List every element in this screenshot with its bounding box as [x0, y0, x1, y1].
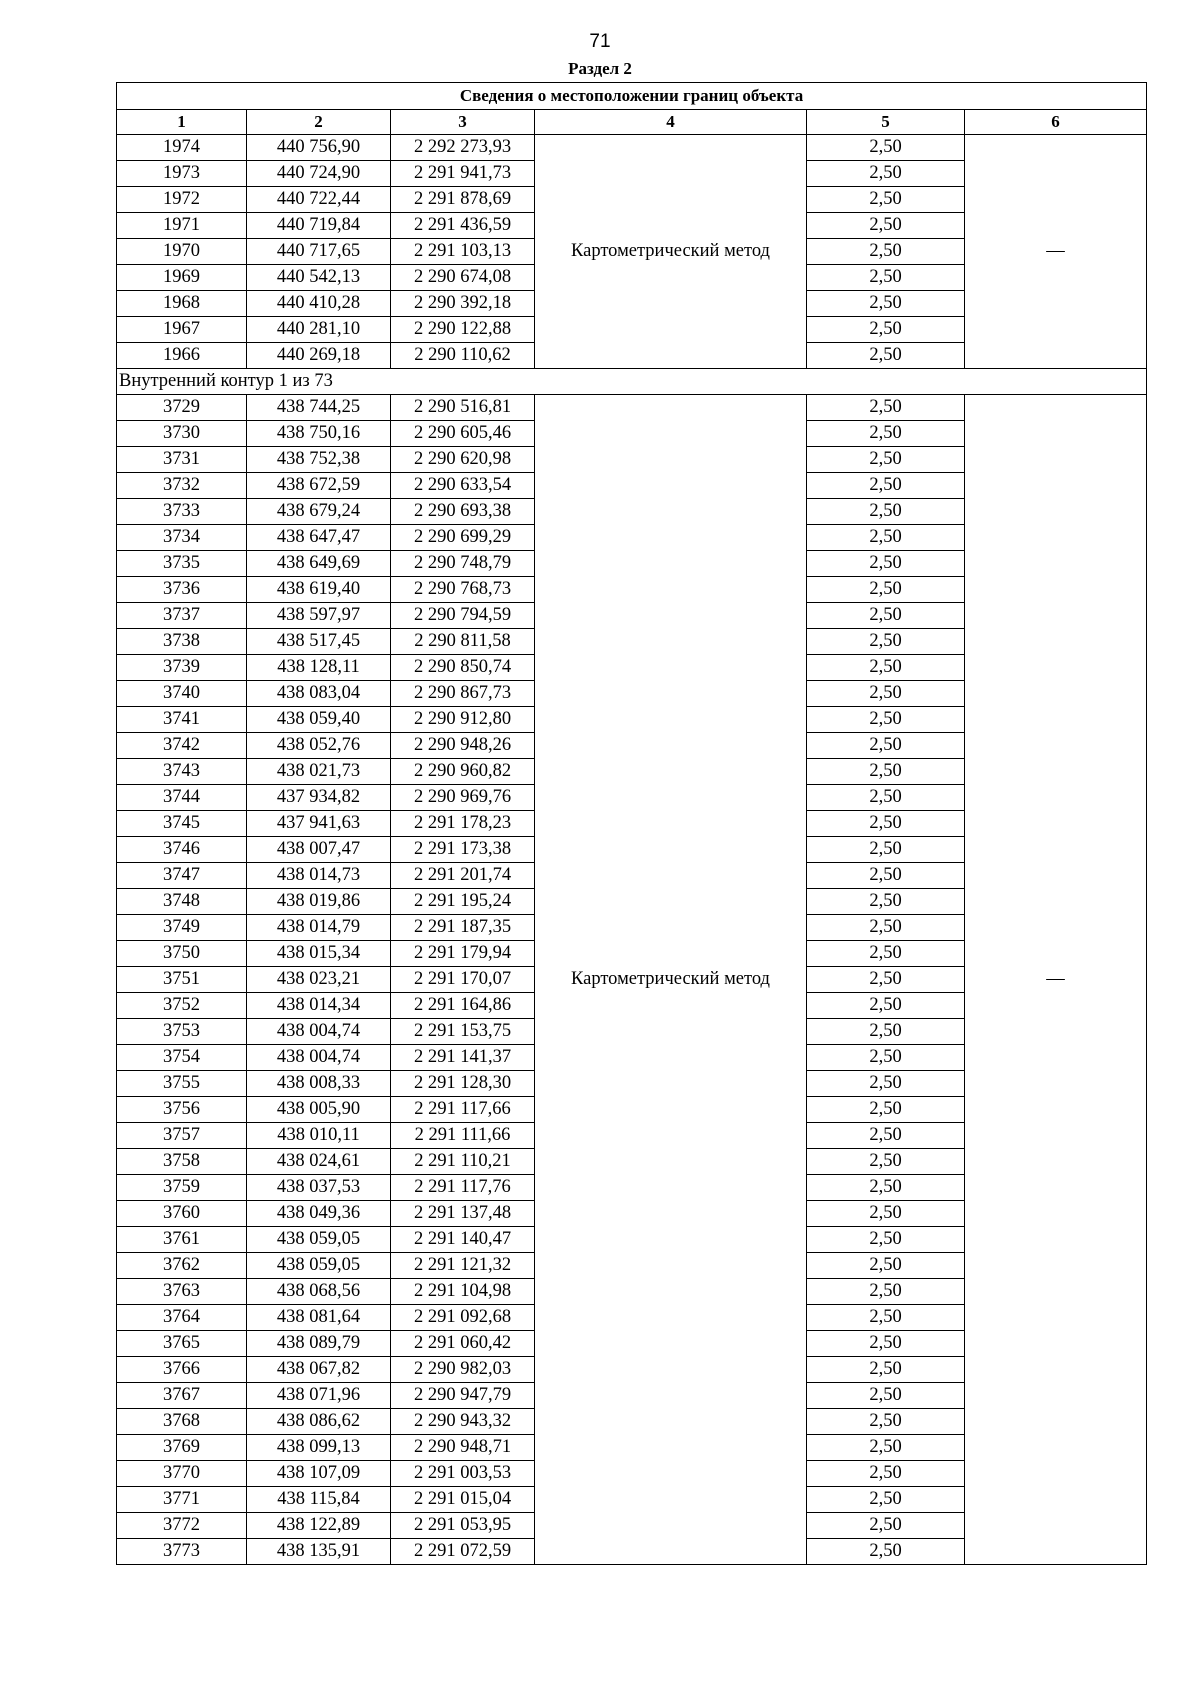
y-coordinate-cell: 2 290 912,80 — [391, 707, 535, 733]
x-coordinate-cell: 438 049,36 — [247, 1201, 391, 1227]
x-coordinate-cell: 438 122,89 — [247, 1513, 391, 1539]
point-number-cell: 3749 — [117, 915, 247, 941]
y-coordinate-cell: 2 291 104,98 — [391, 1279, 535, 1305]
x-coordinate-cell: 438 023,21 — [247, 967, 391, 993]
method-cell: Картометрический метод — [535, 395, 807, 1565]
y-coordinate-cell: 2 290 748,79 — [391, 551, 535, 577]
table-row — [117, 395, 1147, 421]
column-header: 2 — [247, 110, 391, 135]
point-number-cell: 3761 — [117, 1227, 247, 1253]
y-coordinate-cell: 2 291 173,38 — [391, 837, 535, 863]
y-coordinate-cell: 2 291 436,59 — [391, 213, 535, 239]
x-coordinate-cell: 438 083,04 — [247, 681, 391, 707]
y-coordinate-cell: 2 291 178,23 — [391, 811, 535, 837]
point-number-cell: 3733 — [117, 499, 247, 525]
x-coordinate-cell: 437 941,63 — [247, 811, 391, 837]
x-coordinate-cell: 438 107,09 — [247, 1461, 391, 1487]
point-number-cell: 3764 — [117, 1305, 247, 1331]
x-coordinate-cell: 438 071,96 — [247, 1383, 391, 1409]
accuracy-cell: 2,50 — [807, 603, 965, 629]
accuracy-cell: 2,50 — [807, 1461, 965, 1487]
accuracy-cell: 2,50 — [807, 499, 965, 525]
accuracy-cell: 2,50 — [807, 785, 965, 811]
y-coordinate-cell: 2 290 699,29 — [391, 525, 535, 551]
x-coordinate-cell: 438 750,16 — [247, 421, 391, 447]
accuracy-cell: 2,50 — [807, 265, 965, 291]
point-number-cell: 3758 — [117, 1149, 247, 1175]
y-coordinate-cell: 2 291 060,42 — [391, 1331, 535, 1357]
accuracy-cell: 2,50 — [807, 317, 965, 343]
y-coordinate-cell: 2 291 117,66 — [391, 1097, 535, 1123]
accuracy-cell: 2,50 — [807, 1201, 965, 1227]
accuracy-cell: 2,50 — [807, 421, 965, 447]
accuracy-cell: 2,50 — [807, 239, 965, 265]
y-coordinate-cell: 2 291 110,21 — [391, 1149, 535, 1175]
table-body — [117, 135, 1147, 1565]
point-number-cell: 1966 — [117, 343, 247, 369]
y-coordinate-cell: 2 290 947,79 — [391, 1383, 535, 1409]
accuracy-cell: 2,50 — [807, 161, 965, 187]
point-number-cell: 1967 — [117, 317, 247, 343]
y-coordinate-cell: 2 291 121,32 — [391, 1253, 535, 1279]
point-number-cell: 3731 — [117, 447, 247, 473]
y-coordinate-cell: 2 290 943,32 — [391, 1409, 535, 1435]
x-coordinate-cell: 438 679,24 — [247, 499, 391, 525]
x-coordinate-cell: 438 004,74 — [247, 1045, 391, 1071]
accuracy-cell: 2,50 — [807, 941, 965, 967]
accuracy-cell: 2,50 — [807, 1149, 965, 1175]
y-coordinate-cell: 2 291 878,69 — [391, 187, 535, 213]
y-coordinate-cell: 2 291 141,37 — [391, 1045, 535, 1071]
y-coordinate-cell: 2 290 948,71 — [391, 1435, 535, 1461]
point-number-cell: 3737 — [117, 603, 247, 629]
y-coordinate-cell: 2 291 072,59 — [391, 1539, 535, 1565]
x-coordinate-cell: 438 099,13 — [247, 1435, 391, 1461]
x-coordinate-cell: 438 005,90 — [247, 1097, 391, 1123]
x-coordinate-cell: 438 115,84 — [247, 1487, 391, 1513]
point-number-cell: 3732 — [117, 473, 247, 499]
y-coordinate-cell: 2 291 128,30 — [391, 1071, 535, 1097]
accuracy-cell: 2,50 — [807, 473, 965, 499]
x-coordinate-cell: 438 014,73 — [247, 863, 391, 889]
y-coordinate-cell: 2 290 794,59 — [391, 603, 535, 629]
accuracy-cell: 2,50 — [807, 1227, 965, 1253]
point-number-cell: 3743 — [117, 759, 247, 785]
point-number-cell: 3762 — [117, 1253, 247, 1279]
y-coordinate-cell: 2 291 201,74 — [391, 863, 535, 889]
point-number-cell: 3755 — [117, 1071, 247, 1097]
section-title: Раздел 2 — [568, 59, 632, 78]
accuracy-cell: 2,50 — [807, 447, 965, 473]
x-coordinate-cell: 440 542,13 — [247, 265, 391, 291]
point-number-cell: 3765 — [117, 1331, 247, 1357]
y-coordinate-cell: 2 291 092,68 — [391, 1305, 535, 1331]
table-row — [117, 135, 1147, 161]
contour-label-row — [117, 369, 1147, 395]
y-coordinate-cell: 2 291 179,94 — [391, 941, 535, 967]
x-coordinate-cell: 438 010,11 — [247, 1123, 391, 1149]
x-coordinate-cell: 440 719,84 — [247, 213, 391, 239]
point-number-cell: 3768 — [117, 1409, 247, 1435]
accuracy-cell: 2,50 — [807, 577, 965, 603]
y-coordinate-cell: 2 291 117,76 — [391, 1175, 535, 1201]
y-coordinate-cell: 2 292 273,93 — [391, 135, 535, 161]
x-coordinate-cell: 438 037,53 — [247, 1175, 391, 1201]
y-coordinate-cell: 2 290 633,54 — [391, 473, 535, 499]
x-coordinate-cell: 438 059,40 — [247, 707, 391, 733]
x-coordinate-cell: 438 019,86 — [247, 889, 391, 915]
x-coordinate-cell: 438 086,62 — [247, 1409, 391, 1435]
x-coordinate-cell: 438 014,34 — [247, 993, 391, 1019]
point-number-cell: 3729 — [117, 395, 247, 421]
x-coordinate-cell: 438 015,34 — [247, 941, 391, 967]
point-number-cell: 3756 — [117, 1097, 247, 1123]
accuracy-cell: 2,50 — [807, 655, 965, 681]
accuracy-cell: 2,50 — [807, 707, 965, 733]
accuracy-cell: 2,50 — [807, 811, 965, 837]
point-number-cell: 3763 — [117, 1279, 247, 1305]
y-coordinate-cell: 2 290 392,18 — [391, 291, 535, 317]
column-header: 5 — [807, 110, 965, 135]
point-number-cell: 3751 — [117, 967, 247, 993]
y-coordinate-cell: 2 291 137,48 — [391, 1201, 535, 1227]
x-coordinate-cell: 438 135,91 — [247, 1539, 391, 1565]
point-number-cell: 3739 — [117, 655, 247, 681]
x-coordinate-cell: 438 672,59 — [247, 473, 391, 499]
column6-cell: — — [965, 135, 1147, 369]
accuracy-cell: 2,50 — [807, 1435, 965, 1461]
x-coordinate-cell: 440 722,44 — [247, 187, 391, 213]
x-coordinate-cell: 438 004,74 — [247, 1019, 391, 1045]
accuracy-cell: 2,50 — [807, 1539, 965, 1565]
accuracy-cell: 2,50 — [807, 1097, 965, 1123]
accuracy-cell: 2,50 — [807, 733, 965, 759]
point-number-cell: 3760 — [117, 1201, 247, 1227]
column-header: 6 — [965, 110, 1147, 135]
accuracy-cell: 2,50 — [807, 681, 965, 707]
x-coordinate-cell: 440 269,18 — [247, 343, 391, 369]
point-number-cell: 3734 — [117, 525, 247, 551]
y-coordinate-cell: 2 290 969,76 — [391, 785, 535, 811]
y-coordinate-cell: 2 291 195,24 — [391, 889, 535, 915]
accuracy-cell: 2,50 — [807, 213, 965, 239]
point-number-cell: 3740 — [117, 681, 247, 707]
y-coordinate-cell: 2 291 103,13 — [391, 239, 535, 265]
point-number-cell: 3770 — [117, 1461, 247, 1487]
boundary-coordinates-table — [116, 82, 1147, 1565]
accuracy-cell: 2,50 — [807, 1305, 965, 1331]
y-coordinate-cell: 2 290 768,73 — [391, 577, 535, 603]
x-coordinate-cell: 437 934,82 — [247, 785, 391, 811]
point-number-cell: 3771 — [117, 1487, 247, 1513]
accuracy-cell: 2,50 — [807, 1175, 965, 1201]
y-coordinate-cell: 2 290 605,46 — [391, 421, 535, 447]
accuracy-cell: 2,50 — [807, 837, 965, 863]
point-number-cell: 3746 — [117, 837, 247, 863]
accuracy-cell: 2,50 — [807, 1071, 965, 1097]
accuracy-cell: 2,50 — [807, 1331, 965, 1357]
y-coordinate-cell: 2 290 867,73 — [391, 681, 535, 707]
point-number-cell: 3767 — [117, 1383, 247, 1409]
point-number-cell: 3773 — [117, 1539, 247, 1565]
y-coordinate-cell: 2 290 960,82 — [391, 759, 535, 785]
accuracy-cell: 2,50 — [807, 135, 965, 161]
x-coordinate-cell: 438 647,47 — [247, 525, 391, 551]
x-coordinate-cell: 438 021,73 — [247, 759, 391, 785]
point-number-cell: 3735 — [117, 551, 247, 577]
x-coordinate-cell: 440 724,90 — [247, 161, 391, 187]
x-coordinate-cell: 438 067,82 — [247, 1357, 391, 1383]
y-coordinate-cell: 2 290 948,26 — [391, 733, 535, 759]
x-coordinate-cell: 440 756,90 — [247, 135, 391, 161]
point-number-cell: 3750 — [117, 941, 247, 967]
accuracy-cell: 2,50 — [807, 1123, 965, 1149]
x-coordinate-cell: 438 052,76 — [247, 733, 391, 759]
x-coordinate-cell: 438 024,61 — [247, 1149, 391, 1175]
point-number-cell: 3738 — [117, 629, 247, 655]
x-coordinate-cell: 438 068,56 — [247, 1279, 391, 1305]
point-number-cell: 3742 — [117, 733, 247, 759]
accuracy-cell: 2,50 — [807, 395, 965, 421]
accuracy-cell: 2,50 — [807, 1253, 965, 1279]
x-coordinate-cell: 438 597,97 — [247, 603, 391, 629]
point-number-cell: 1968 — [117, 291, 247, 317]
y-coordinate-cell: 2 290 811,58 — [391, 629, 535, 655]
x-coordinate-cell: 438 081,64 — [247, 1305, 391, 1331]
y-coordinate-cell: 2 290 850,74 — [391, 655, 535, 681]
point-number-cell: 1972 — [117, 187, 247, 213]
method-cell: Картометрический метод — [535, 135, 807, 369]
y-coordinate-cell: 2 291 164,86 — [391, 993, 535, 1019]
column-header: 3 — [391, 110, 535, 135]
x-coordinate-cell: 440 717,65 — [247, 239, 391, 265]
accuracy-cell: 2,50 — [807, 967, 965, 993]
accuracy-cell: 2,50 — [807, 291, 965, 317]
point-number-cell: 3748 — [117, 889, 247, 915]
y-coordinate-cell: 2 290 620,98 — [391, 447, 535, 473]
y-coordinate-cell: 2 291 170,07 — [391, 967, 535, 993]
point-number-cell: 1974 — [117, 135, 247, 161]
point-number-cell: 1969 — [117, 265, 247, 291]
column-header-row — [117, 110, 1147, 135]
page-number: 71 — [589, 31, 611, 52]
accuracy-cell: 2,50 — [807, 1045, 965, 1071]
column-header: 1 — [117, 110, 247, 135]
accuracy-cell: 2,50 — [807, 551, 965, 577]
accuracy-cell: 2,50 — [807, 1487, 965, 1513]
x-coordinate-cell: 438 128,11 — [247, 655, 391, 681]
x-coordinate-cell: 438 649,69 — [247, 551, 391, 577]
point-number-cell: 3745 — [117, 811, 247, 837]
x-coordinate-cell: 438 007,47 — [247, 837, 391, 863]
y-coordinate-cell: 2 290 110,62 — [391, 343, 535, 369]
x-coordinate-cell: 438 752,38 — [247, 447, 391, 473]
point-number-cell: 3769 — [117, 1435, 247, 1461]
point-number-cell: 1973 — [117, 161, 247, 187]
accuracy-cell: 2,50 — [807, 1383, 965, 1409]
accuracy-cell: 2,50 — [807, 863, 965, 889]
point-number-cell: 3744 — [117, 785, 247, 811]
accuracy-cell: 2,50 — [807, 1019, 965, 1045]
accuracy-cell: 2,50 — [807, 525, 965, 551]
column6-cell: — — [965, 395, 1147, 1565]
point-number-cell: 1971 — [117, 213, 247, 239]
x-coordinate-cell: 438 059,05 — [247, 1227, 391, 1253]
y-coordinate-cell: 2 290 982,03 — [391, 1357, 535, 1383]
x-coordinate-cell: 440 281,10 — [247, 317, 391, 343]
accuracy-cell: 2,50 — [807, 187, 965, 213]
accuracy-cell: 2,50 — [807, 1357, 965, 1383]
x-coordinate-cell: 438 059,05 — [247, 1253, 391, 1279]
y-coordinate-cell: 2 291 015,04 — [391, 1487, 535, 1513]
accuracy-cell: 2,50 — [807, 1513, 965, 1539]
x-coordinate-cell: 438 517,45 — [247, 629, 391, 655]
x-coordinate-cell: 438 008,33 — [247, 1071, 391, 1097]
accuracy-cell: 2,50 — [807, 759, 965, 785]
point-number-cell: 3772 — [117, 1513, 247, 1539]
point-number-cell: 1970 — [117, 239, 247, 265]
accuracy-cell: 2,50 — [807, 889, 965, 915]
point-number-cell: 3741 — [117, 707, 247, 733]
point-number-cell: 3753 — [117, 1019, 247, 1045]
table-caption: Сведения о местоположении границ объекта — [117, 83, 1147, 110]
accuracy-cell: 2,50 — [807, 1409, 965, 1435]
x-coordinate-cell: 438 744,25 — [247, 395, 391, 421]
x-coordinate-cell: 438 014,79 — [247, 915, 391, 941]
point-number-cell: 3759 — [117, 1175, 247, 1201]
point-number-cell: 3747 — [117, 863, 247, 889]
y-coordinate-cell: 2 291 153,75 — [391, 1019, 535, 1045]
accuracy-cell: 2,50 — [807, 1279, 965, 1305]
x-coordinate-cell: 438 619,40 — [247, 577, 391, 603]
point-number-cell: 3766 — [117, 1357, 247, 1383]
y-coordinate-cell: 2 290 693,38 — [391, 499, 535, 525]
y-coordinate-cell: 2 291 003,53 — [391, 1461, 535, 1487]
contour-label: Внутренний контур 1 из 73 — [117, 369, 1147, 395]
y-coordinate-cell: 2 291 187,35 — [391, 915, 535, 941]
point-number-cell: 3736 — [117, 577, 247, 603]
y-coordinate-cell: 2 291 053,95 — [391, 1513, 535, 1539]
x-coordinate-cell: 438 089,79 — [247, 1331, 391, 1357]
y-coordinate-cell: 2 290 122,88 — [391, 317, 535, 343]
x-coordinate-cell: 440 410,28 — [247, 291, 391, 317]
accuracy-cell: 2,50 — [807, 629, 965, 655]
point-number-cell: 3754 — [117, 1045, 247, 1071]
y-coordinate-cell: 2 291 941,73 — [391, 161, 535, 187]
column-header: 4 — [535, 110, 807, 135]
point-number-cell: 3730 — [117, 421, 247, 447]
y-coordinate-cell: 2 290 674,08 — [391, 265, 535, 291]
accuracy-cell: 2,50 — [807, 343, 965, 369]
accuracy-cell: 2,50 — [807, 915, 965, 941]
accuracy-cell: 2,50 — [807, 993, 965, 1019]
point-number-cell: 3757 — [117, 1123, 247, 1149]
y-coordinate-cell: 2 290 516,81 — [391, 395, 535, 421]
y-coordinate-cell: 2 291 111,66 — [391, 1123, 535, 1149]
y-coordinate-cell: 2 291 140,47 — [391, 1227, 535, 1253]
point-number-cell: 3752 — [117, 993, 247, 1019]
